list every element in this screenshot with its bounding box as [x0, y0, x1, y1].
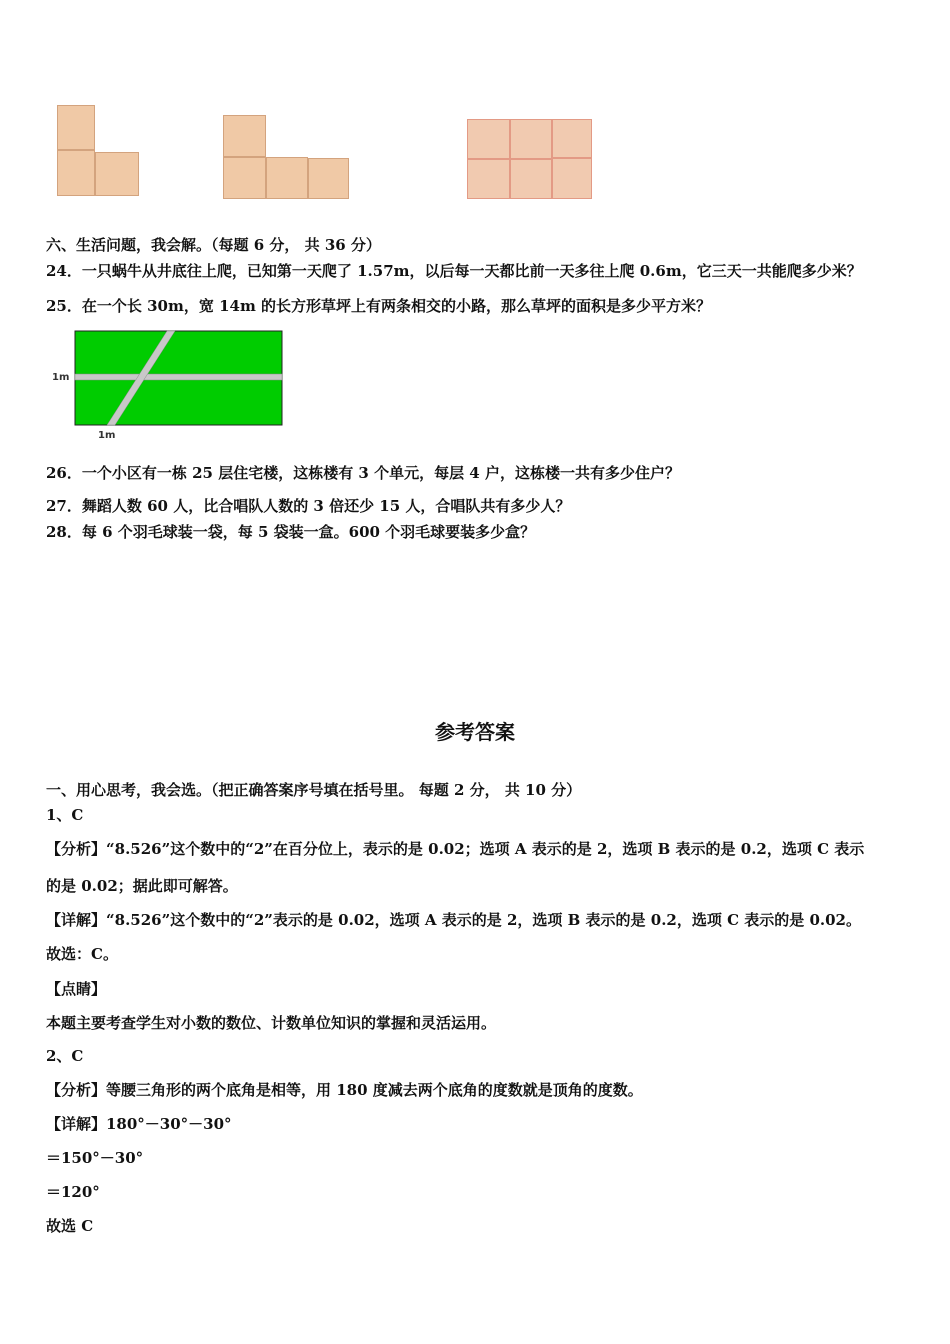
question-27: 27．舞蹈人数 60 人，比合唱队人数的 3 倍还少 15 人，合唱队共有多少人？	[46, 497, 571, 515]
tile	[552, 119, 592, 158]
question-28: 28．每 6 个羽毛球装一袋，每 5 袋装一盒。600 个羽毛球要装多少盒？	[46, 523, 536, 541]
answer-1-note: 本题主要考查学生对小数的数位、计数单位知识的掌握和灵活运用。	[46, 1014, 497, 1032]
lawn-svg	[50, 326, 290, 444]
answer-1-analysis: 【分析】“8.526”这个数中的“2”在百分位上，表示的是 0.02；选项 A 表示的是 2，选项 B 表示的是 0.2，选项 C 表示	[46, 840, 865, 858]
question-26: 26．一个小区有一栋 25 层住宅楼，这栋楼有 3 个单元，每层 4 户，这栋楼一共有多少住户？	[46, 464, 680, 482]
tile	[223, 157, 266, 199]
answers-section-header: 一、用心思考，我会选。（把正确答案序号填在括号里。 每题 2 分， 共 10 分）	[46, 781, 582, 799]
answer-2-step-1: ＝150°－30°	[46, 1149, 144, 1167]
answer-2-detail: 【详解】180°－30°－30°	[46, 1115, 232, 1133]
tile	[467, 159, 510, 199]
tile	[308, 158, 349, 199]
tile	[467, 119, 510, 159]
answer-1-note-label: 【点睛】	[46, 980, 107, 998]
lawn-left-label: 1m	[52, 372, 70, 383]
tile	[95, 152, 139, 196]
tile	[223, 115, 266, 157]
horizontal-path	[75, 374, 282, 380]
answer-1-analysis-cont: 的是 0.02；据此即可解答。	[46, 877, 238, 895]
tile	[57, 105, 95, 150]
answer-2-label: 2、C	[46, 1047, 84, 1065]
question-24: 24．一只蜗牛从井底往上爬，已知第一天爬了 1.57m，以后每一天都比前一天多往上爬 0.6m，它三天一共能爬多少米？	[46, 262, 862, 280]
tile	[510, 159, 552, 199]
section-header: 六、生活问题，我会解。（每题 6 分， 共 36 分）	[46, 236, 381, 254]
answers-title: 参考答案	[435, 720, 515, 744]
answer-1-label: 1、C	[46, 806, 84, 824]
tile	[510, 119, 552, 159]
lawn-bottom-label: 1m	[98, 430, 116, 441]
question-25: 25．在一个长 30m，宽 14m 的长方形草坪上有两条相交的小路，那么草坪的面积是多少平方米？	[46, 297, 712, 315]
tile	[57, 150, 95, 196]
answer-1-choice: 故选：C。	[46, 945, 118, 963]
answer-1-detail: 【详解】“8.526”这个数中的“2”表示的是 0.02，选项 A 表示的是 2，选项 B 表示的是 0.2，选项 C 表示的是 0.02。	[46, 911, 861, 929]
answer-2-step-2: ＝120°	[46, 1183, 100, 1201]
tile	[552, 158, 592, 199]
answer-2-choice: 故选 C	[46, 1217, 94, 1235]
answer-2-analysis: 【分析】等腰三角形的两个底角是相等，用 180 度减去两个底角的度数就是顶角的度数。	[46, 1081, 643, 1099]
tile	[266, 157, 308, 199]
